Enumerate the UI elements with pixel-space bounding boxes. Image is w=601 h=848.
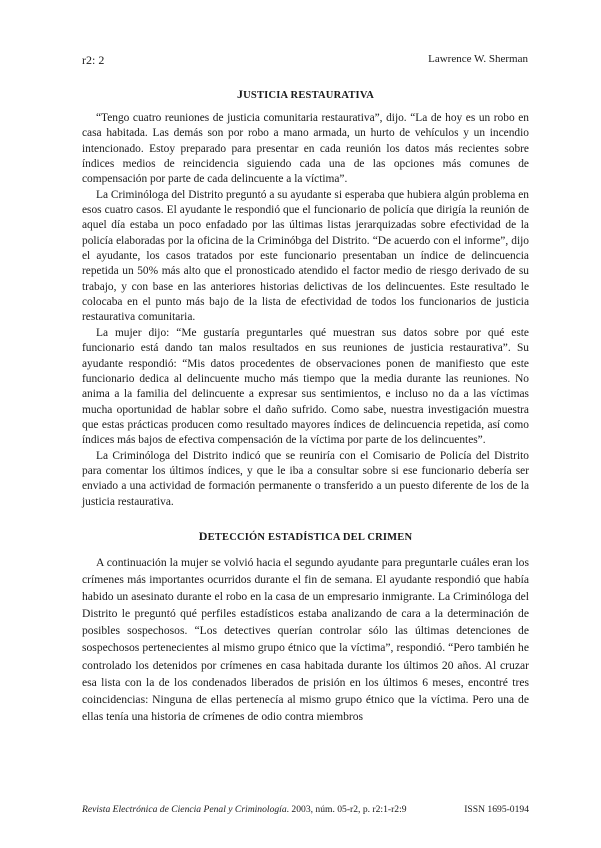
section-heading-deteccion-estadistica [82,530,529,544]
page-footer [82,804,529,815]
section-heading-rest: ETECCIÓN ESTADÍSTICA DEL CRIMEN [207,531,413,543]
section-heading-initial: J [236,87,244,101]
paragraph: La Criminóloga del Distrito preguntó a su ayudante si esperaba que hubiera algún problema en esos cuatro casos. El ayudante le respondió que el funcionario de policía que dirigía la reunión de aquel día estaba un poco enfadado por las últimas listas jerarquizadas sobre efectividad de la policía elaboradas por la oficina de la Criminóbga del Distrito. “De acuerdo con el informe”, dijo el ayudante, los casos tratados por este funcionario presentaban un índice de delincuencia repetida un 50% más alto que el pronosticado atendido el factor medio de riesgo derivado de su trabajo, y con base en las anteriores historias delictivas de los delincuentes. Este resultado le colocaba en el punto más bajo de la lista de efectividad de todos los funcionarios de justicia restaurativa comunitaria. [82,188,529,324]
section-heading-initial: D [198,528,208,543]
footer-journal-name: Revista Electrónica de Ciencia Penal y Criminología [82,804,287,815]
paragraph: La mujer dijo: “Me gustaría preguntarles qué muestran sus datos sobre por qué este funcionario está dando tan malos resultados en sus reuniones de justicia restaurativa”. Su ayudante respondió: “Mis datos procedentes de observaciones ponen de manifiesto que este funcionario dedica al delincuente mucho más tiempo que la media durante las reuniones. No anima a la familia del delincuente a expresar sus sentimientos, e incluso no da a las víctimas mucha oportunidad de hablar sobre el daño sufrido. Como sabe, nuestra investigación muestra que estas prácticas producen como resultado mayores índices de delincuencia repetida, así como índices más bajos de efectiva compensación de la víctima por parte de los delincuentes”. [82,326,529,447]
footer-citation: . 2003, núm. 05-r2, p. r2:1-r2:9 [286,804,407,815]
paragraph: A continuación la mujer se volvió hacia el segundo ayudante para preguntarle cuáles eran los crímenes más importantes ocurridos durante el fin de semana. El ayudante respondió que había habido un asesinato durante el robo en la casa de un empresario inmigrante. La Criminóloga del Distrito le preguntó qué perfiles estadísticos estaba analizando de cara a la determinación de posibles sospechosos. “Los detectives querían controlar sólo las últimas detenciones de sospechosos pertenecientes al mismo grupo étnico que la víctima”, respondió. “Pero también he controlado los detenidos por crímenes en casa habitada durante los últimos 20 años. Al cruzar esa lista con la de los condenados liberados de prisión en los últimos 6 meses, encontré tres coincidencias: Ninguna de ellas pertenecía al mismo grupo étnico que la víctima. Pero una de ellas tenía una historia de crímenes de odio contra miembros [82,555,529,723]
running-page-number: r2: 2 [82,53,105,67]
article-body [82,88,529,725]
section-heading-justicia-restaurativa [82,88,529,102]
paragraph: La Criminóloga del Distrito indicó que se reuniría con el Comisario de Policía del Distrito para comentar los últimos índices, y que le iba a consultar sobre si ese funcionario debería ser enviado a una actividad de formación permanente o transferido a un puesto diferente de los de la justicia restaurativa. [82,449,529,508]
paragraph: “Tengo cuatro reuniones de justicia comunitaria restaurativa”, dijo. “La de hoy es un robo en casa habitada. Las demás son por robo a mano armada, un hurto de vehículos y un incendio intencionado. Estoy preparado para presentar en cada reunión los datos más recientes sobre índices medios de reincidencia siguiendo cada una de las opciones más comunes de compensación por parte de cada delincuente a la víctima”. [82,112,529,186]
footer-issn: ISSN 1695-0194 [464,804,529,815]
running-author: Lawrence W. Sherman [428,53,528,65]
section-heading-rest: USTICIA RESTAURATIVA [243,90,375,101]
